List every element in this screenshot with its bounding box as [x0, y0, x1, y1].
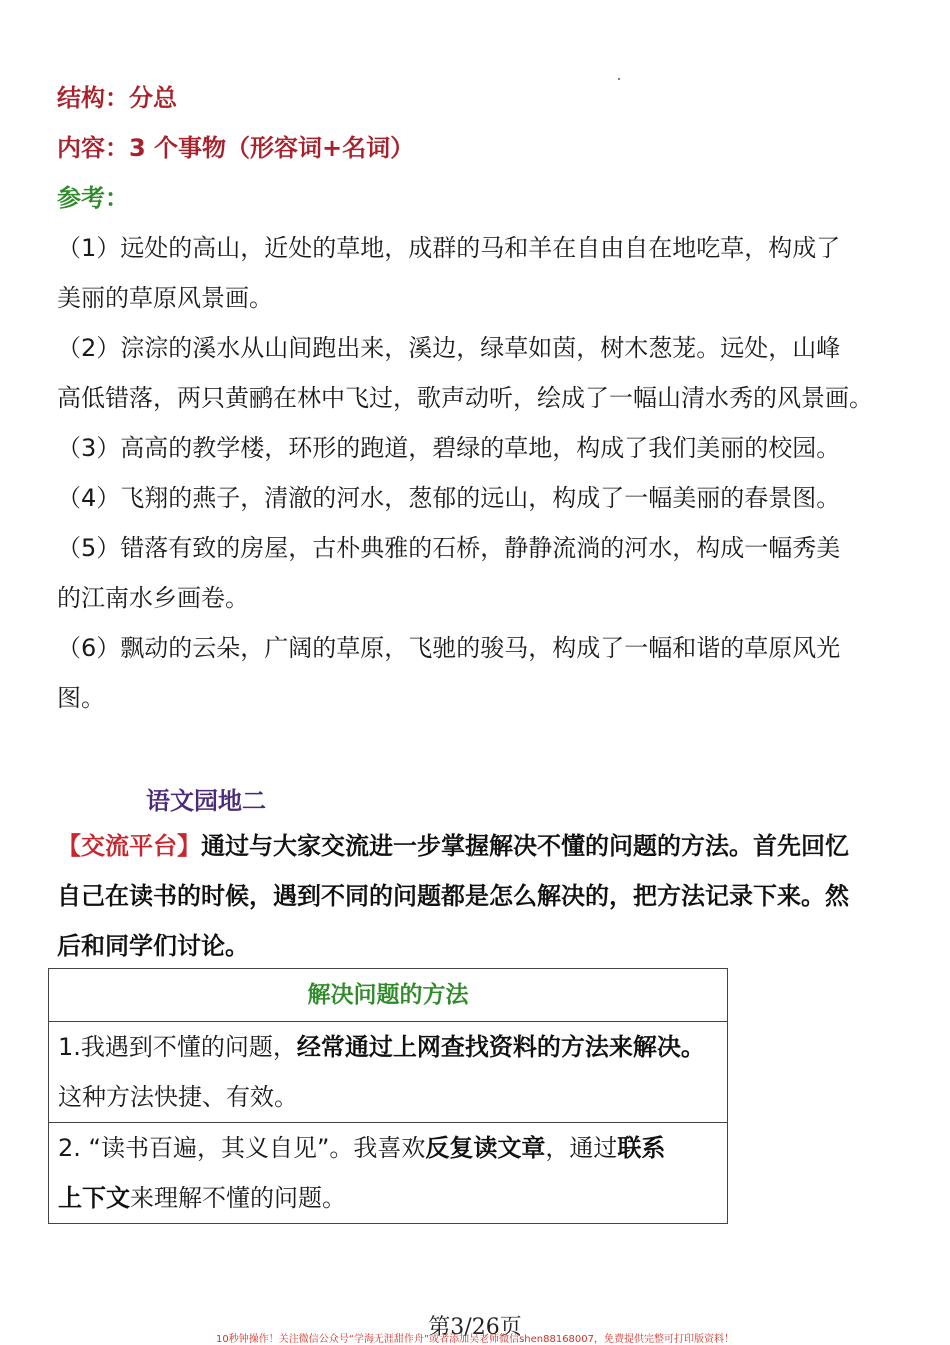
reference-heading: 参考： [57, 184, 129, 212]
intro-line-1 [57, 831, 849, 861]
table-row-line [49, 1173, 727, 1223]
methods-table [48, 968, 728, 1224]
table-row-line [49, 1123, 727, 1173]
footer-note: 10秒钟操作！关注微信公众号“学海无涯甜作舟”或者添加吴老师微信shen88168007，免费提供完整可打印版资料！ [215, 1334, 735, 1345]
row2-text: 2. “读书百遍，其义自见”。我喜欢 [58, 1134, 426, 1162]
table-row-line: 这种方法快捷、有效。 [58, 1083, 298, 1111]
row2-bold-text: 反复读文章 [425, 1134, 546, 1162]
content-heading: 内容：3 个事物（形容词+名词） [57, 134, 415, 162]
structure-heading: 结构：分总 [57, 84, 177, 112]
example-line: 图。 [57, 684, 105, 712]
section-title: 语文园地二 [146, 787, 266, 815]
row2-text: 来理解不懂的问题。 [130, 1184, 346, 1212]
example-line: （3）高高的教学楼，环形的跑道，碧绿的草地，构成了我们美丽的校园。 [57, 434, 841, 462]
example-line: （5）错落有致的房屋，古朴典雅的石桥，静静流淌的河水，构成一幅秀美 [57, 534, 841, 562]
example-line: 美丽的草原风景画。 [57, 284, 273, 312]
example-line: （4）飞翔的燕子，清澈的河水，葱郁的远山，构成了一幅美丽的春景图。 [57, 484, 841, 512]
table-header: 解决问题的方法 [307, 982, 469, 1008]
example-line: （1）远处的高山，近处的草地，成群的马和羊在自由自在地吃草，构成了 [57, 234, 841, 262]
row1-text: 1.我遇到不懂的问题， [58, 1033, 297, 1061]
intro-text: 通过与大家交流进一步掌握解决不懂的问题的方法。首先回忆 [201, 832, 849, 860]
decorative-dot [618, 78, 620, 80]
table-row [49, 1021, 727, 1122]
row2-text: ，通过 [545, 1134, 618, 1162]
row1-bold-text: 经常通过上网查找资料的方法来解决。 [296, 1033, 705, 1061]
page-number: 第3/26页 [428, 1315, 522, 1340]
exchange-platform-tag: 【交流平台】 [57, 832, 201, 860]
row2-bold-text: 上下文 [58, 1184, 130, 1212]
intro-line-3: 后和同学们讨论。 [57, 932, 249, 960]
example-line: 高低错落，两只黄鹂在林中飞过，歌声动听，绘成了一幅山清水秀的风景画。 [57, 384, 873, 412]
example-line: （6）飘动的云朵，广阔的草原，飞驰的骏马，构成了一幅和谐的草原风光 [57, 634, 841, 662]
example-line: 的江南水乡画卷。 [57, 584, 249, 612]
table-row [49, 1122, 727, 1223]
row2-bold-text: 联系 [617, 1134, 666, 1162]
example-line: （2）淙淙的溪水从山间跑出来，溪边，绿草如茵，树木葱茏。远处，山峰 [57, 334, 841, 362]
table-row-line [49, 1022, 727, 1072]
intro-line-2: 自己在读书的时候，遇到不同的问题都是怎么解决的，把方法记录下来。然 [57, 882, 849, 910]
